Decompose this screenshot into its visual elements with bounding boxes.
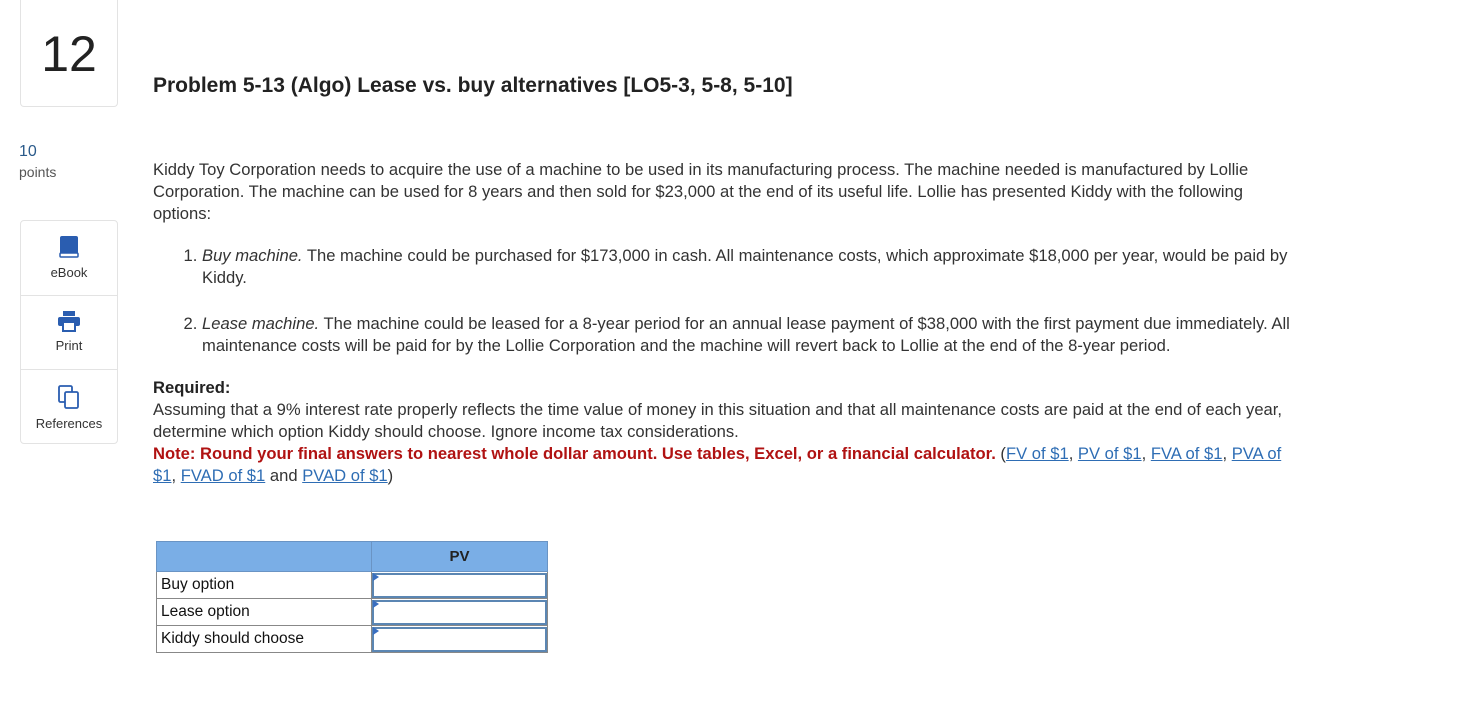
buy-option-pv-input[interactable] [372, 573, 547, 598]
option-text: The machine could be purchased for $173,000 in cash. All maintenance costs, which approximate $18,000 per year, would be paid by Kiddy. [202, 246, 1288, 287]
and-word: and [269, 466, 298, 485]
table-header-row [157, 542, 548, 572]
link-pva-of-1[interactable]: PVA of $1 [153, 444, 1282, 485]
required-text: Assuming that a 9% interest rate properly reflects the time value of money in this situation and that all maintenance costs are paid at the end of each year, determine which option Kiddy should choose. Ignore income tax considerations. [153, 400, 1283, 441]
tool-panel [20, 220, 118, 444]
table-row [157, 626, 548, 653]
problem-body [153, 159, 1293, 487]
print-button[interactable] [21, 295, 117, 369]
link-pvad-of-1[interactable]: PVAD of $1 [302, 466, 388, 485]
input-marker-icon [373, 600, 379, 608]
table-row [157, 572, 548, 599]
input-cell [372, 626, 548, 653]
lease-option-pv-input[interactable] [372, 600, 547, 625]
row-label-kiddy-should-choose: Kiddy should choose [157, 626, 372, 653]
references-label: References [35, 416, 103, 431]
row-label-lease-option: Lease option [157, 599, 372, 626]
option-item [202, 313, 1293, 357]
input-cell [372, 599, 548, 626]
input-cell [372, 572, 548, 599]
option-title: Lease machine. [202, 314, 320, 333]
problem-intro: Kiddy Toy Corporation needs to acquire the use of a machine to be used in its manufacturing process. The machine needed is manufactured by Lollie Corporation. The machine can be used for 8 years and then sold for $23,000 at the end of its useful life. Lollie has presented Kiddy with the following options: [153, 160, 1249, 223]
points-label: points [19, 164, 57, 180]
option-text: The machine could be leased for a 8-year period for an annual lease payment of $38,000 with the first payment due immediately. All maintenance costs will be paid for by the Lollie Corporation and the machine will revert back to Lollie at the end of the 8-year period. [202, 314, 1290, 355]
link-fv-of-1[interactable]: FV of $1 [1005, 444, 1069, 463]
question-number-box [20, 0, 118, 107]
answer-table [156, 541, 548, 653]
options-list [153, 245, 1293, 357]
pv-column-header: PV [372, 542, 548, 572]
link-pv-of-1[interactable]: PV of $1 [1077, 444, 1142, 463]
option-item [202, 245, 1293, 289]
points-indicator [19, 142, 56, 182]
required-heading: Required: [153, 378, 231, 397]
link-fvad-of-1[interactable]: FVAD of $1 [180, 466, 266, 485]
input-marker-icon [373, 573, 379, 581]
instructions: Note: Round your final answers to nearest whole dollar amount. Use tables, Excel, or a financial calculator. (FV of $1, PV of $1, FVA of $1, PVA of $1, FVAD of $1 and PVAD of $1) [153, 444, 1282, 485]
input-marker-icon [373, 627, 379, 635]
option-title: Buy machine. [202, 246, 303, 265]
ebook-button[interactable] [21, 221, 117, 295]
book-icon [58, 235, 80, 259]
printer-icon [57, 310, 81, 332]
choice-input[interactable] [372, 627, 547, 652]
header-blank-cell [157, 542, 372, 572]
question-number: 12 [41, 26, 97, 82]
problem-title: Problem 5-13 (Algo) Lease vs. buy alternatives [LO5-3, 5-8, 5-10] [153, 74, 793, 97]
references-button[interactable] [21, 369, 117, 443]
ebook-label: eBook [50, 265, 88, 280]
row-label-buy-option: Buy option [157, 572, 372, 599]
link-fva-of-1[interactable]: FVA of $1 [1150, 444, 1223, 463]
copy-icon [57, 384, 81, 410]
rounding-note: Note: Round your final answers to nearest whole dollar amount. Use tables, Excel, or a financial calculator. [153, 444, 996, 463]
table-row [157, 599, 548, 626]
print-label: Print [55, 338, 83, 353]
points-value: 10 [19, 143, 37, 160]
